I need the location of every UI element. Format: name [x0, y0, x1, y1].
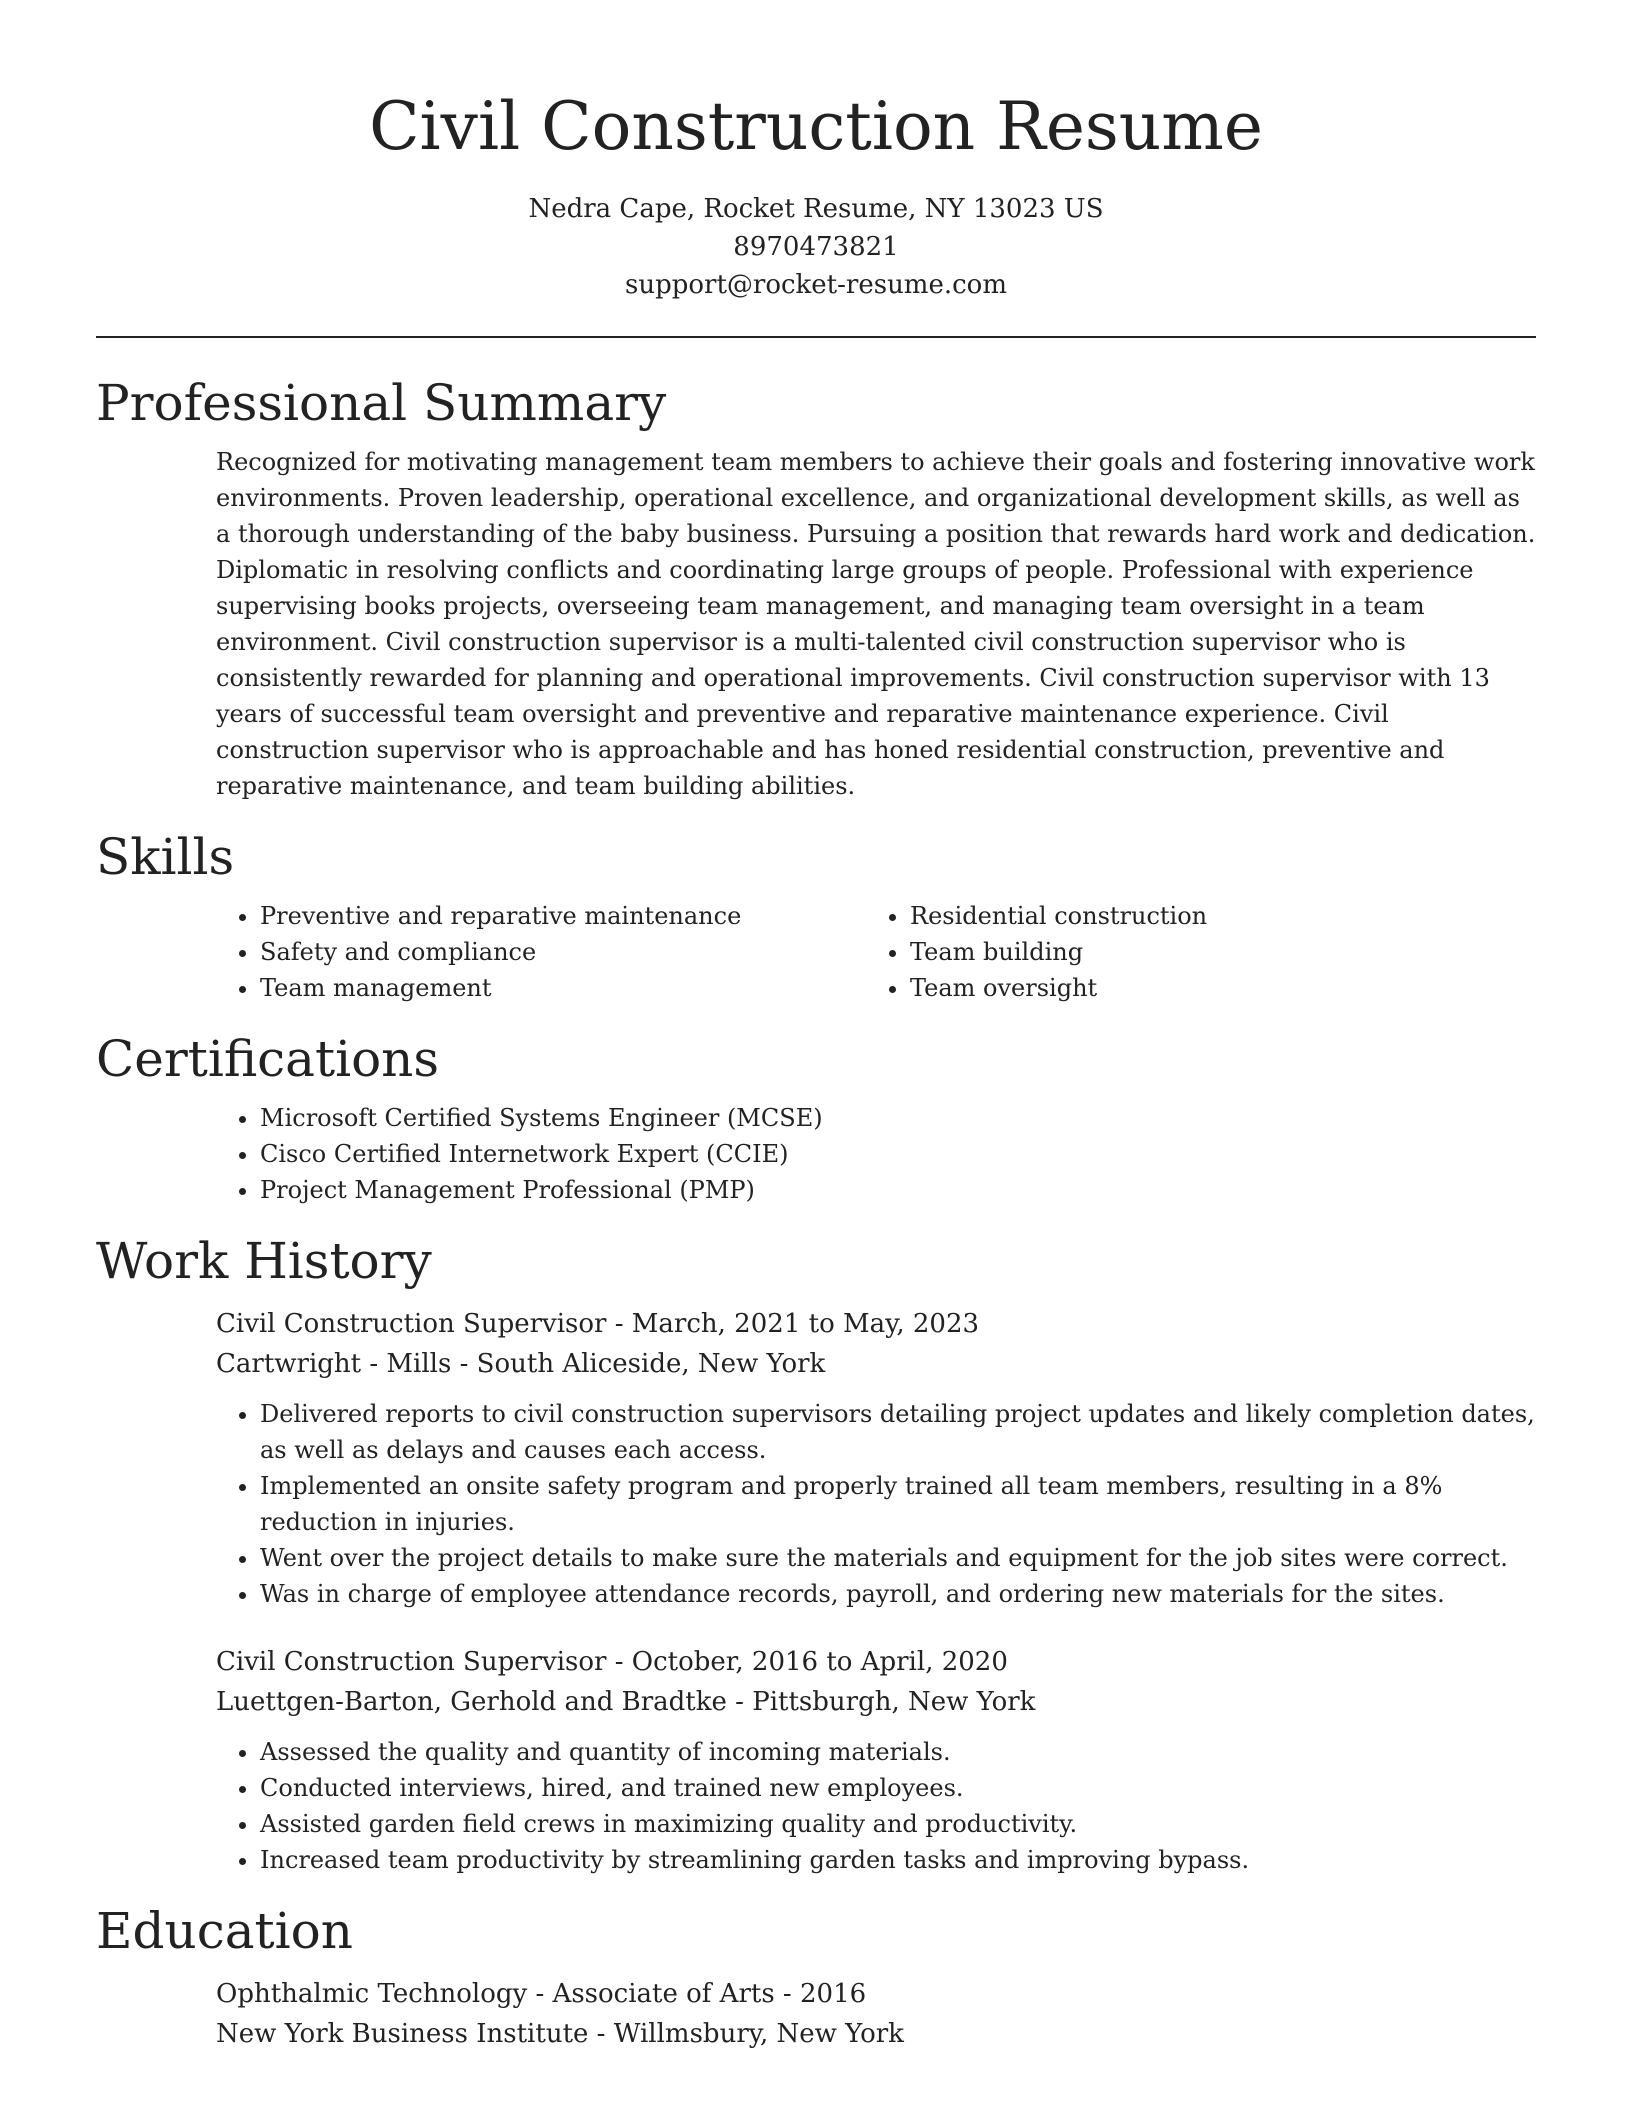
job-title-line — [216, 1642, 1536, 1682]
job-location: - South Aliceside, New York — [451, 1349, 826, 1379]
skill-item: • Preventive and reparative maintenance — [260, 898, 866, 934]
job-duty: • Implemented an onsite safety program and properly trained all team members, resulting in a 8% reduction in injuries. — [260, 1468, 1536, 1540]
skill-item: • Residential construction — [910, 898, 1516, 934]
job-company: Cartwright - Mills — [216, 1349, 452, 1379]
job-title-line — [216, 1304, 1536, 1344]
job-duty: • Delivered reports to civil construction supervisors detailing project updates and likely completion dates, as well as delays and causes each access. — [260, 1396, 1536, 1468]
resume-page — [96, 0, 1536, 2054]
certification-item: • Project Management Professional (PMP) — [260, 1172, 1536, 1208]
education-school-line — [216, 2014, 1536, 2054]
skills-grid — [216, 898, 1536, 1006]
header-divider — [96, 336, 1536, 338]
education-degree: Ophthalmic Technology - Associate of Arts — [216, 1979, 775, 2009]
skill-item: • Safety and compliance — [260, 934, 866, 970]
skills-column-right — [866, 898, 1516, 1006]
job-dates: - October, 2016 to April, 2020 — [606, 1647, 1008, 1677]
work-history-section — [96, 1230, 1536, 1878]
certifications-heading: Certifications — [96, 1030, 440, 1088]
summary-section — [96, 372, 1536, 804]
certification-item: • Cisco Certified Internetwork Expert (CCIE) — [260, 1136, 1536, 1172]
contact-block — [96, 190, 1536, 304]
skill-item: • Team oversight — [910, 970, 1516, 1006]
skill-item: • Team management — [260, 970, 866, 1006]
skills-column-left — [216, 898, 866, 1006]
job-duty: • Increased team productivity by streamlining garden tasks and improving bypass. — [260, 1842, 1536, 1878]
job-duty: • Assessed the quality and quantity of incoming materials. — [260, 1734, 1536, 1770]
contact-email: support@rocket-resume.com — [624, 270, 1007, 300]
job-title: Civil Construction Supervisor — [216, 1647, 607, 1677]
education-school: New York Business Institute — [216, 2019, 589, 2049]
job-entry — [216, 1642, 1536, 1878]
skills-heading: Skills — [96, 828, 235, 886]
job-company-line — [216, 1344, 1536, 1384]
contact-phone: 8970473821 — [733, 232, 899, 262]
summary-heading: Professional Summary — [96, 374, 667, 432]
job-duty: • Assisted garden field crews in maximizing quality and productivity. — [260, 1806, 1536, 1842]
summary-text: Recognized for motivating management team members to achieve their goals and fostering innovative work environments. Proven leadership, operational excellence, and organizational development skills, as well as a thorough understanding of the baby business. Pursuing a position that rewards hard work and dedication. Diplomatic in resolving conflicts and coordinating large groups of people. Professional with experience supervising books projects, overseeing team management, and managing team oversight in a team environment. Civil construction supervisor is a multi-talented civil construction supervisor who is consistently rewarded for planning and operational improvements. Civil construction supervisor with 13 years of successful team oversight and preventive and reparative maintenance experience. Civil construction supervisor who is approachable and has honed residential construction, preventive and reparative maintenance, and team building abilities. — [216, 448, 1536, 800]
skill-item: • Team building — [910, 934, 1516, 970]
certifications-section — [96, 1028, 1536, 1208]
contact-address: Nedra Cape, Rocket Resume, NY 13023 US — [528, 194, 1104, 224]
job-duty: • Went over the project details to make sure the materials and equipment for the job sites were correct. — [260, 1540, 1536, 1576]
education-degree-line — [216, 1974, 1536, 2014]
job-company: Luettgen-Barton, Gerhold and Bradtke — [216, 1687, 727, 1717]
job-entry — [216, 1304, 1536, 1612]
job-title: Civil Construction Supervisor — [216, 1309, 607, 1339]
resume-header — [96, 0, 1536, 304]
work-history-heading: Work History — [96, 1232, 432, 1290]
job-company-line — [216, 1682, 1536, 1722]
education-year: - 2016 — [774, 1979, 867, 2009]
education-location: - Willmsbury, New York — [588, 2019, 904, 2049]
education-entry — [216, 1974, 1536, 2054]
education-heading: Education — [96, 1902, 353, 1960]
certification-item: • Microsoft Certified Systems Engineer (MCSE) — [260, 1100, 1536, 1136]
skills-section — [96, 826, 1536, 1006]
job-duty: • Was in charge of employee attendance records, payroll, and ordering new materials for the sites. — [260, 1576, 1536, 1612]
resume-title: Civil Construction Resume — [369, 88, 1263, 165]
education-section — [96, 1900, 1536, 2054]
job-location: - Pittsburgh, New York — [726, 1687, 1036, 1717]
job-dates: - March, 2021 to May, 2023 — [606, 1309, 980, 1339]
job-duty: • Conducted interviews, hired, and trained new employees. — [260, 1770, 1536, 1806]
